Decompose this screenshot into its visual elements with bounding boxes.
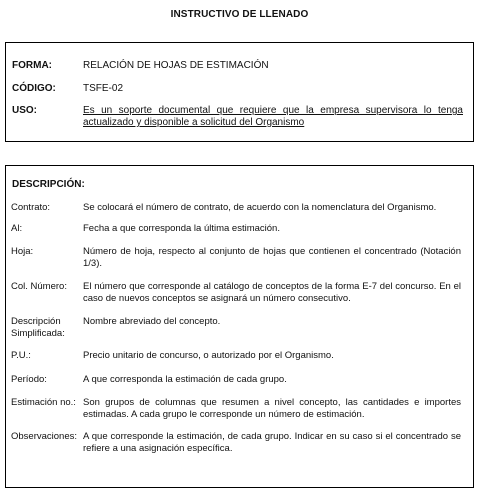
desc-label-pu: P.U.: bbox=[11, 350, 31, 361]
forma-value: RELACIÓN DE HOJAS DE ESTIMACIÓN bbox=[83, 60, 269, 71]
desc-text-al: Fecha a que corresponda la última estimación. bbox=[83, 223, 280, 234]
desc-label-estimacion: Estimación no.: bbox=[11, 397, 76, 408]
uso-label: USO: bbox=[12, 105, 37, 116]
desc-label-hoja: Hoja: bbox=[11, 246, 34, 257]
desc-text-estimacion: Son grupos de columnas que resumen a nivel concepto, las cantidades e importes estimadas. A cada grupo le corresponde un número de estimación. bbox=[83, 397, 461, 420]
desc-text-descripcion: Nombre abreviado del concepto. bbox=[83, 316, 221, 327]
desc-label-periodo: Período: bbox=[11, 374, 47, 385]
desc-text-observaciones: A que corresponde la estimación, de cada grupo. Indicar en su caso si el concentrado se refiere a una asignación específica. bbox=[83, 431, 461, 454]
desc-label-contrato: Contrato: bbox=[11, 202, 51, 213]
desc-label-observaciones: Observaciones: bbox=[11, 431, 78, 442]
desc-text-contrato: Se colocará el número de contrato, de acuerdo con la nomenclatura del Organismo. bbox=[83, 202, 437, 213]
desc-text-hoja: Número de hoja, respecto al conjunto de hojas que contienen el concentrado (Notación 1/3). bbox=[83, 246, 461, 269]
description-box bbox=[5, 165, 474, 488]
description-title: DESCRIPCIÓN: bbox=[12, 179, 85, 190]
header-box bbox=[5, 42, 474, 142]
forma-label: FORMA: bbox=[12, 60, 52, 71]
codigo-value: TSFE-02 bbox=[83, 83, 124, 94]
codigo-label: CÓDIGO: bbox=[12, 83, 56, 94]
desc-text-pu: Precio unitario de concurso, o autorizado por el Organismo. bbox=[83, 350, 334, 361]
uso-value: Es un soporte documental que requiere que la empresa supervisora lo tenga actualizado y disponible a solicitud del Organismo bbox=[83, 105, 463, 128]
desc-label-al: Al: bbox=[11, 223, 23, 234]
document-title: INSTRUCTIVO DE LLENADO bbox=[170, 9, 309, 20]
desc-label-descripcion: Descripción Simplificada: bbox=[11, 316, 65, 339]
desc-text-col-numero: El número que corresponde al catálogo de conceptos de la forma E-7 del concurso. En el caso de nuevos conceptos se asignará un número consecutivo. bbox=[83, 281, 461, 304]
desc-label-col-numero: Col. Número: bbox=[11, 281, 67, 292]
desc-text-periodo: A que corresponda la estimación de cada grupo. bbox=[83, 374, 287, 385]
